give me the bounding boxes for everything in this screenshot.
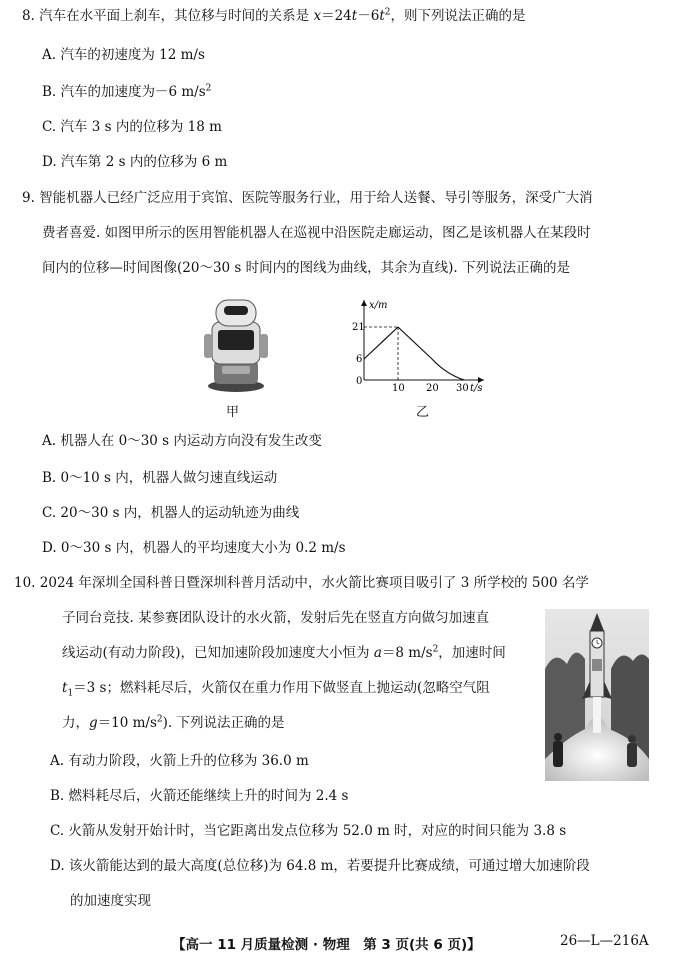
q9-option-b: B. 0～10 s 内，机器人做匀速直线运动 — [42, 470, 278, 486]
q8-stem: 8. 汽车在水平面上刹车，其位移与时间的关系是 $x=24t-6t^2$，则下列说法正确的是 — [22, 7, 526, 24]
segment-0-10 — [364, 327, 398, 359]
q9-option-c: C. 20～30 s 内，机器人的运动轨迹为曲线 — [42, 505, 300, 521]
page-footer-title: 【高一 11 月质量检测 · 物理 第 3 页(共 6 页)】 — [172, 937, 481, 953]
q10-option-d-line1: D. 该火箭能达到的最大高度(总位移)为 64.8 m，若要提升比赛成绩，可通过增大加速阶段 — [50, 858, 590, 874]
y-axis-label: x/m — [369, 300, 388, 311]
figure-b-caption: 乙 — [416, 405, 430, 420]
q9-stem-line1: 9. 智能机器人已经广泛应用于宾馆、医院等服务行业，用于给人送餐、导引等服务，深受广大消 — [22, 190, 593, 206]
page-footer-code: 26—L—216A — [560, 933, 649, 949]
q9-option-d: D. 0～30 s 内，机器人的平均速度大小为 0.2 m/s — [42, 540, 346, 556]
robot-figure — [200, 294, 270, 394]
q9-stem-line2: 费者喜爱. 如图甲所示的医用智能机器人在巡视中沿医院走廊运动，图乙是该机器人在某段时 — [42, 225, 591, 241]
q10-option-b: B. 燃料耗尽后，火箭还能继续上升的时间为 2.4 s — [50, 788, 349, 804]
q10-option-d-line2: 的加速度实现 — [70, 893, 151, 909]
x-tick-30: 30 — [456, 383, 469, 394]
y-tick-6: 6 — [356, 354, 363, 365]
q8-option-a: A. 汽车的初速度为 12 m/s — [42, 47, 205, 63]
q8-option-d: D. 汽车第 2 s 内的位移为 6 m — [42, 154, 228, 170]
y-tick-0: 0 — [356, 376, 363, 387]
q8-option-b: B. 汽车的加速度为－6 $m/s^2$ — [42, 83, 212, 100]
q10-stem-line5: 力，g＝10 $m/s^2$). 下列说法正确的是 — [62, 714, 285, 731]
y-axis-arrow — [361, 300, 367, 306]
rocket-photo — [545, 609, 649, 781]
segment-10-20 — [398, 327, 432, 359]
xt-graph — [350, 294, 490, 394]
q10-option-a: A. 有动力阶段，火箭上升的位移为 36.0 m — [50, 753, 309, 769]
q10-stem-line2: 子同台竞技. 某参赛团队设计的水火箭，发射后先在竖直方向做匀加速直 — [62, 610, 490, 626]
x-axis-label: t/s — [470, 383, 483, 394]
q10-stem-line3: 线运动(有动力阶段)，已知加速阶段加速度大小恒为 a＝8 $m/s^2$，加速时间 — [62, 644, 506, 661]
q10-stem-line1: 10. 2024 年深圳全国科普日暨深圳科普月活动中，水火箭比赛项目吸引了 3 所学校的 500 名学 — [14, 575, 589, 591]
x-tick-20: 20 — [426, 383, 439, 394]
q10-stem-line4: $t_1=3$ s；燃料耗尽后，火箭仅在重力作用下做竖直上抛运动(忽略空气阻 — [62, 680, 490, 699]
q9-option-a: A. 机器人在 0～30 s 内运动方向没有发生改变 — [42, 433, 322, 449]
x-tick-10: 10 — [392, 383, 405, 394]
figure-a-caption: 甲 — [226, 405, 240, 420]
y-tick-21: 21 — [352, 322, 365, 333]
curve-20-30 — [432, 359, 464, 380]
q8-option-c: C. 汽车 3 s 内的位移为 18 m — [42, 119, 222, 135]
q9-stem-line3: 间内的位移—时间图像(20～30 s 时间内的图线为曲线，其余为直线). 下列说法正确的是 — [42, 260, 570, 276]
q10-option-c: C. 火箭从发射开始计时，当它距离出发点位移为 52.0 m 时，对应的时间只能为 3.8 s — [50, 823, 567, 839]
